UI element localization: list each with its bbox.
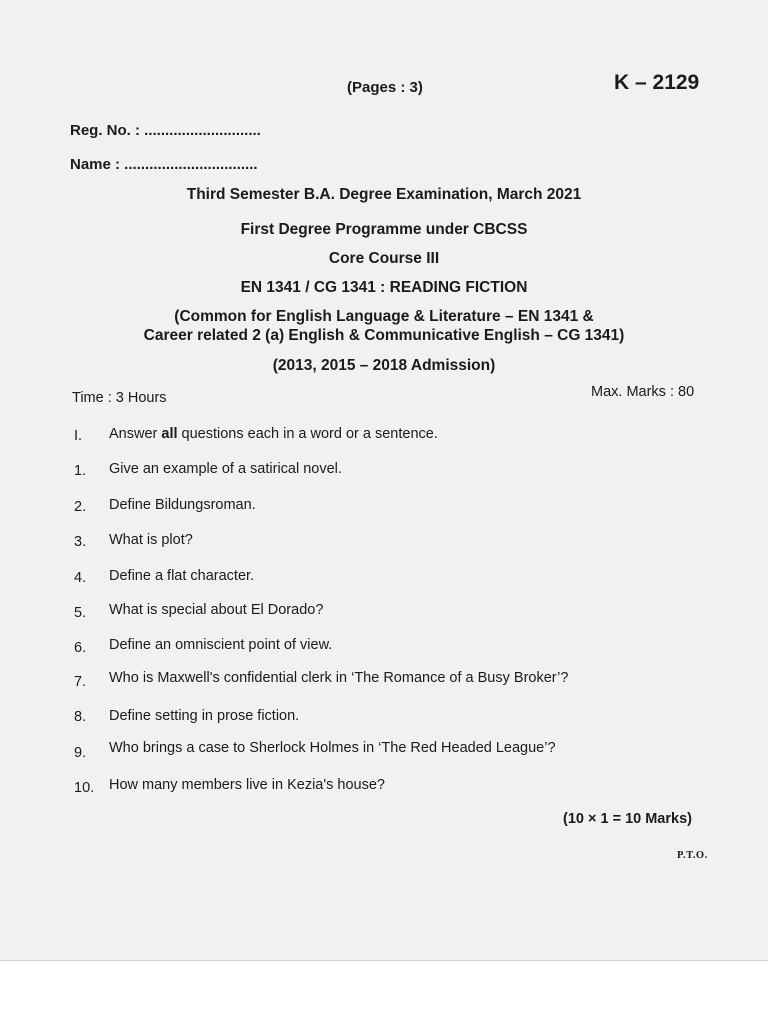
instruction-bold: all (161, 426, 178, 442)
question-number: 5. (74, 605, 87, 621)
question-number: 9. (74, 745, 87, 761)
programme-title: First Degree Programme under CBCSS (240, 221, 528, 238)
instruction-pre: Answer (109, 426, 162, 442)
reg-no-field: Reg. No. : ............................ (70, 122, 261, 139)
question-number: 8. (74, 709, 87, 725)
admission-years: (2013, 2015 – 2018 Admission) (272, 357, 496, 374)
pages-count: (Pages : 3) (347, 79, 423, 96)
question-text: Define a flat character. (109, 568, 255, 584)
max-marks: Max. Marks : 80 (591, 384, 695, 400)
question-text: Who brings a case to Sherlock Holmes in ‘The Red Headed League’? (109, 740, 556, 756)
common-note-line1: (Common for English Language & Literature – EN 1341 & (174, 308, 594, 325)
course-title: Core Course III (328, 250, 440, 267)
question-number: 1. (74, 463, 87, 479)
common-note-line2: Career related 2 (a) English & Communicative English – CG 1341) (143, 327, 625, 344)
subject-title: EN 1341 / CG 1341 : READING FICTION (240, 279, 528, 296)
question-number: 10. (74, 780, 95, 796)
question-number: 2. (74, 499, 87, 515)
question-text: Define an omniscient point of view. (109, 637, 333, 653)
instruction-post: questions each in a word or a sentence. (177, 426, 438, 442)
exam-title: Third Semester B.A. Degree Examination, March 2021 (186, 186, 582, 203)
question-number: 6. (74, 640, 87, 656)
question-number: 4. (74, 570, 87, 586)
question-text: Who is Maxwell's confidential clerk in ‘The Romance of a Busy Broker’? (109, 670, 569, 686)
question-text: What is plot? (109, 532, 193, 548)
question-number: 7. (74, 674, 87, 690)
marks-total: (10 × 1 = 10 Marks) (563, 811, 692, 827)
name-field: Name : ................................ (70, 156, 258, 173)
question-text: Define Bildungsroman. (109, 497, 256, 513)
time-allowed: Time : 3 Hours (72, 390, 167, 406)
paper-code: K – 2129 (614, 71, 700, 94)
section-instruction (109, 426, 438, 442)
question-text: How many members live in Kezia's house? (109, 777, 385, 793)
question-text: What is special about El Dorado? (109, 602, 324, 618)
question-text: Define setting in prose fiction. (109, 708, 300, 724)
please-turn-over: P.T.O. (677, 850, 708, 861)
question-number: 3. (74, 534, 87, 550)
question-text: Give an example of a satirical novel. (109, 461, 342, 477)
section-number: I. (74, 428, 83, 444)
